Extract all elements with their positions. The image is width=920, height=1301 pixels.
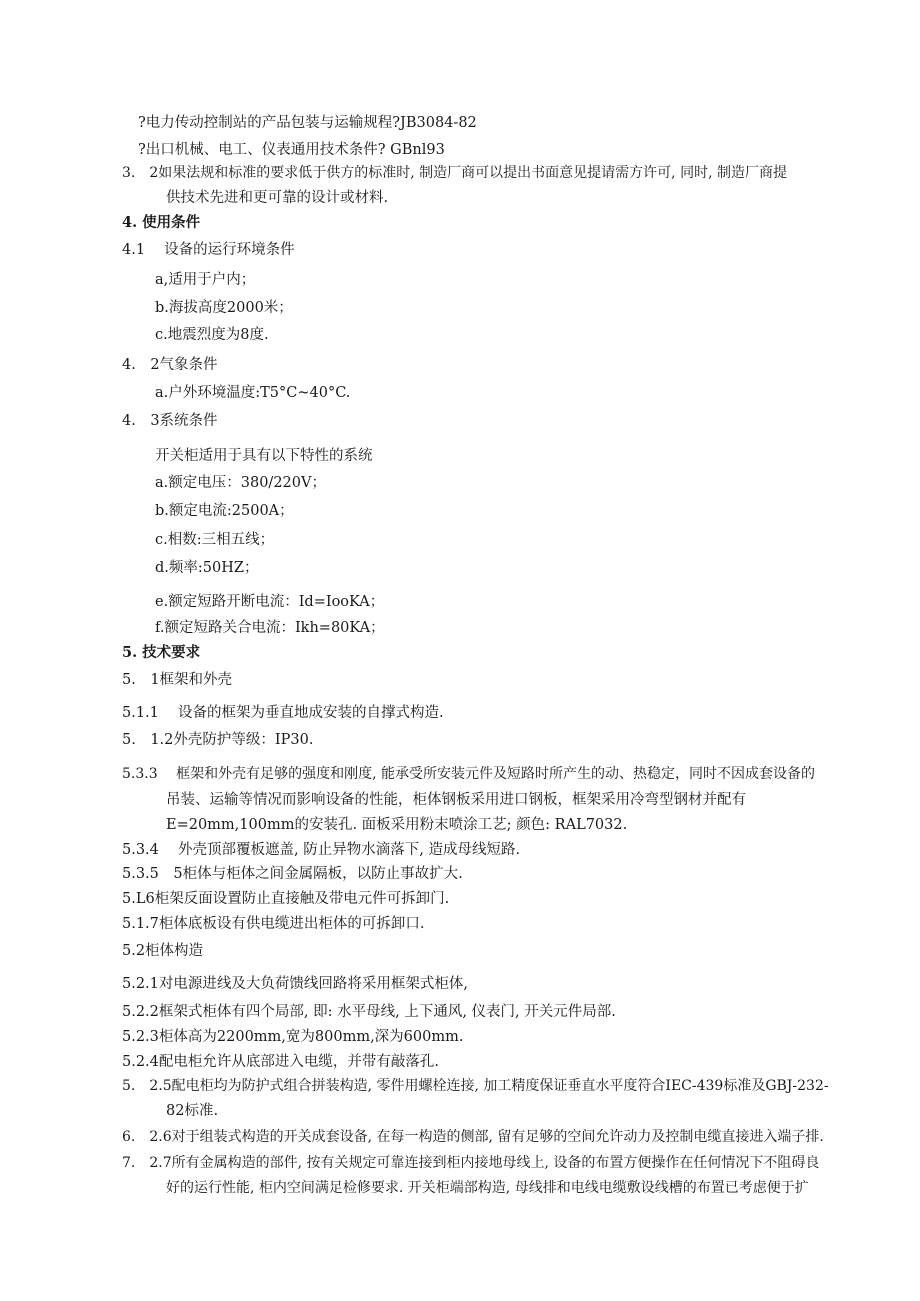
- text-line: e.额定短路开断电流：Id=IooKA；: [155, 594, 385, 610]
- text-line: 82标准.: [166, 1103, 219, 1119]
- section-heading: 5. 技术要求: [122, 644, 201, 661]
- text-line: ?出口机械、电工、仪表通用技术条件? GBnl93: [138, 142, 445, 158]
- text-line: 好的运行性能, 柜内空间满足检修要求. 开关柜端部构造, 母线排和电线电缆敷设线槽的布置已考虑便于扩: [166, 1180, 809, 1196]
- text-line: 开关柜适用于具有以下特性的系统: [155, 448, 373, 464]
- text-line: a.额定电压：380/220V；: [155, 475, 326, 491]
- text-line: 5.2.4配电柜允许从底部进入电缆，并带有敲落孔.: [122, 1054, 440, 1070]
- text-line: 5.1.7柜体底板设有供电缆进出柜体的可拆卸口.: [122, 916, 425, 932]
- text-line: a.户外环境温度:T5°C~40°C.: [155, 385, 351, 401]
- text-line: 6. 2.6对于组装式构造的开关成套设备, 在每一构造的侧部, 留有足够的空间允许动力及控制电缆直接进入端子排.: [122, 1129, 824, 1145]
- text-line: 5. 1.2外壳防护等级：IP30.: [122, 732, 314, 748]
- text-line: ?电力传动控制站的产品包装与运输规程?JB3084-82: [138, 115, 477, 131]
- text-line: b.额定电流:2500A；: [155, 503, 294, 519]
- text-line: 3. 2如果法规和标准的要求低于供方的标准时, 制造厂商可以提出书面意见提请需方许可, 同时, 制造厂商提: [122, 165, 787, 181]
- text-line: f.额定短路关合电流：Ikh=80KA；: [155, 620, 385, 636]
- text-line: a,适用于户内；: [155, 272, 256, 288]
- text-line: 5.3.5 5柜体与柜体之间金属隔板，以防止事故扩大.: [122, 866, 463, 882]
- text-line: 5.2.3柜体高为2200mm,宽为800mm,深为600mm.: [122, 1029, 464, 1045]
- text-line: 吊装、运输等情况而影响设备的性能，柜体钢板采用进口钢板，框架采用冷弯型钢材并配有: [166, 792, 746, 808]
- text-line: 5.2.1对电源进线及大负荷馈线回路将采用框架式柜体,: [122, 976, 469, 992]
- text-line: 5.L6柜架反面设置防止直接触及带电元件可拆卸门.: [122, 891, 450, 907]
- text-line: 5.2柜体构造: [122, 943, 204, 959]
- text-line: 4. 3系统条件: [122, 413, 218, 429]
- text-line: 5.2.2框架式柜体有四个局部, 即: 水平母线, 上下通风, 仪表门, 开关元件局部.: [122, 1004, 616, 1020]
- text-line: c.相数:三相五线；: [155, 532, 275, 548]
- text-line: 5. 2.5配电柜均为防护式组合拼装构造, 零件用螺栓连接, 加工精度保证垂直水平度符合IEC-439标准及GBJ-232-: [122, 1078, 829, 1094]
- text-line: c.地震烈度为8度.: [155, 327, 269, 343]
- text-line: 4.1 设备的运行环境条件: [122, 242, 295, 258]
- section-heading: 4. 使用条件: [122, 214, 201, 231]
- text-line: 7. 2.7所有金属构造的部件, 按有关规定可靠连接到柜内接地母线上, 设备的布置方便操作在任何情况下不阻碍良: [122, 1155, 820, 1171]
- text-line: 5.1.1 设备的框架为垂直地成安装的自撑式构造.: [122, 705, 444, 721]
- text-line: 供技术先进和更可靠的设计或材料.: [166, 190, 389, 206]
- text-line: 5.3.4 外壳顶部覆板遮盖, 防止异物水滴落下, 造成母线短路.: [122, 842, 521, 858]
- text-line: 4. 2气象条件: [122, 357, 218, 373]
- text-line: 5. 1框架和外壳: [122, 672, 233, 688]
- text-line: E=20mm,100mm的安装孔. 面板采用粉末喷涂工艺; 颜色: RAL7032.: [166, 817, 628, 833]
- text-line: d.频率:50HZ；: [155, 560, 259, 576]
- text-line: 5.3.3 框架和外壳有足够的强度和刚度, 能承受所安装元件及短路时所产生的动、热稳定，同时不因成套设备的: [122, 766, 815, 782]
- text-line: b.海拔高度2000米；: [155, 300, 293, 316]
